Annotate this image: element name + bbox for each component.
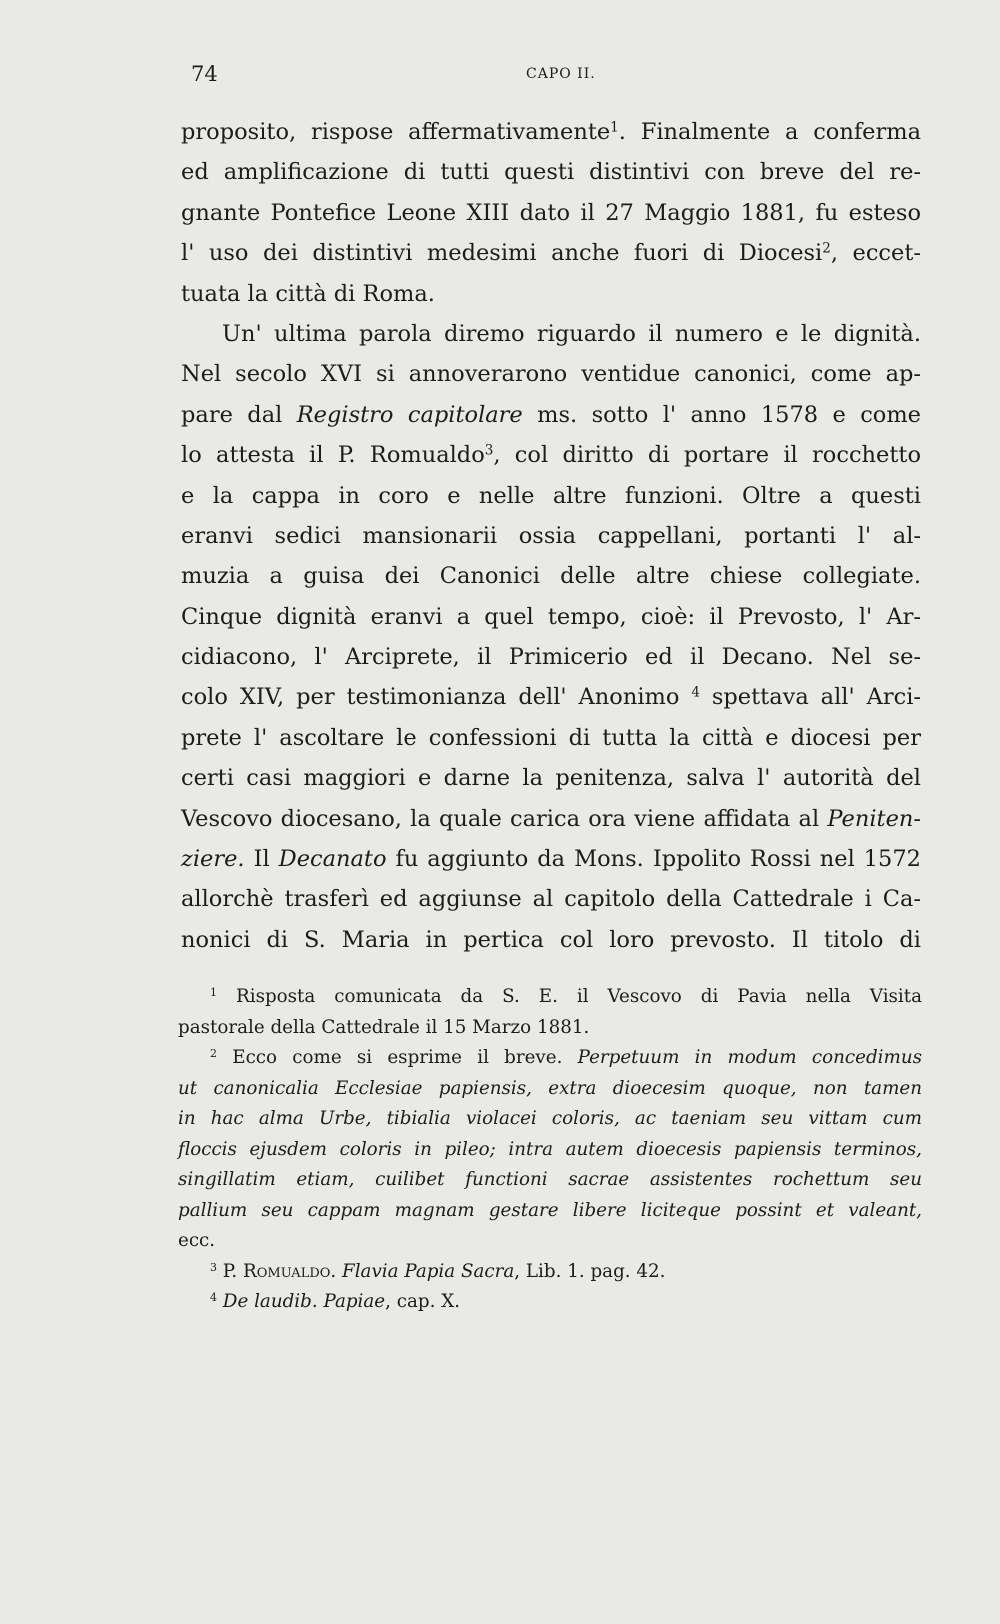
footnote-ref: 4 xyxy=(691,685,700,702)
footnote-ref: 2 xyxy=(822,240,831,257)
text-line: tuata la città di Roma. xyxy=(181,280,435,307)
footnotes xyxy=(178,982,922,1318)
text-line: prete l' ascoltare le confessioni di tutta la città e diocesi per xyxy=(181,724,921,751)
footnote-ref: 1 xyxy=(610,119,619,136)
footnote-ref: 3 xyxy=(484,442,494,459)
text-line: e la cappa in coro e nelle altre funzioni. Oltre a questi xyxy=(181,482,921,509)
text-line: lo attesta il P. Romualdo$^3$, col diritto di portare il rocchetto xyxy=(181,442,921,469)
footnote-line: singillatim etiam, cuilibet functioni sacrae assistentes rochettum seu xyxy=(178,1169,922,1190)
text-line: Cinque dignità eranvi a quel tempo, cioè: il Prevosto, l' Ar- xyxy=(181,603,921,630)
text-line: gnante Pontefice Leone XIII dato il 27 Maggio 1881, fu esteso xyxy=(181,199,921,226)
text-line: pare dal Registro capitolare ms. sotto l' anno 1578 e come xyxy=(181,401,921,428)
footnote-1: $^1$ Risposta comunicata da S. E. il Vescovo di Pavia nella Visita xyxy=(210,985,923,1007)
main-text xyxy=(181,112,921,960)
text-line: ziere. Il Decanato fu aggiunto da Mons. Ippolito Rossi nel 1572 xyxy=(181,846,922,873)
text-line: proposito, rispose affermativamente$^1$. Finalmente a conferma xyxy=(181,119,921,145)
text-line: eranvi sedici mansionarii ossia cappellani, portanti l' al- xyxy=(181,522,921,549)
running-head: CAPO II. xyxy=(526,66,596,82)
footnote-line: in hac alma Urbe, tibialia violacei coloris, ac taeniam seu vittam cum xyxy=(178,1108,922,1129)
text-line: certi casi maggiori e darne la penitenza, salva l' autorità del xyxy=(181,765,921,792)
page-header xyxy=(181,62,921,92)
text-line: Nel secolo XVI si annoverarono ventidue canonici, come ap- xyxy=(181,361,921,388)
page-number: 74 xyxy=(191,62,218,86)
footnote-line: floccis ejusdem coloris in pileo; intra autem dioecesis papiensis terminos, xyxy=(178,1138,922,1160)
footnote-4: $^4$ De laudib. Papiae, cap. X. xyxy=(210,1290,461,1312)
italic-title: Registro capitolare xyxy=(296,401,523,428)
footnote-line: ecc. xyxy=(178,1230,216,1251)
footnote-line: ut canonicalia Ecclesiae papiensis, extra dioecesim quoque, non tamen xyxy=(178,1077,922,1099)
text-line: nonici di S. Maria in pertica col loro prevosto. Il titolo di xyxy=(181,926,921,953)
text-line: cidiacono, l' Arciprete, il Primicerio ed il Decano. Nel se- xyxy=(181,644,921,671)
text-line: muzia a guisa dei Canonici delle altre chiese collegiate. xyxy=(181,563,921,590)
footnote-line: pallium seu cappam magnam gestare libere liciteque possint et valeant, xyxy=(178,1199,922,1221)
text-line: Vescovo diocesano, la quale carica ora viene affidata al Peniten- xyxy=(181,805,921,832)
footnote-3: $^3$ P. Romualdo. Flavia Papia Sacra, Lib. 1. pag. 42. xyxy=(210,1260,666,1282)
text-line: allorchè trasferì ed aggiunse al capitolo della Cattedrale i Ca- xyxy=(181,886,921,913)
text-line: colo XIV, per testimonianza dell' Anonimo $^4$ spettava all' Arci- xyxy=(181,684,921,711)
text-line: l' uso dei distintivi medesimi anche fuori di Diocesi$^2$, eccet- xyxy=(181,240,921,267)
footnote-line: pastorale della Cattedrale il 15 Marzo 1881. xyxy=(178,1016,590,1038)
footnote-2: $^2$ Ecco come si esprime il breve. Perpetuum in modum concedimus xyxy=(210,1046,922,1068)
text-line: ed amplificazione di tutti questi distintivi con breve del re- xyxy=(181,159,921,186)
text-line: Un' ultima parola diremo riguardo il numero e le dignità. xyxy=(222,320,921,347)
